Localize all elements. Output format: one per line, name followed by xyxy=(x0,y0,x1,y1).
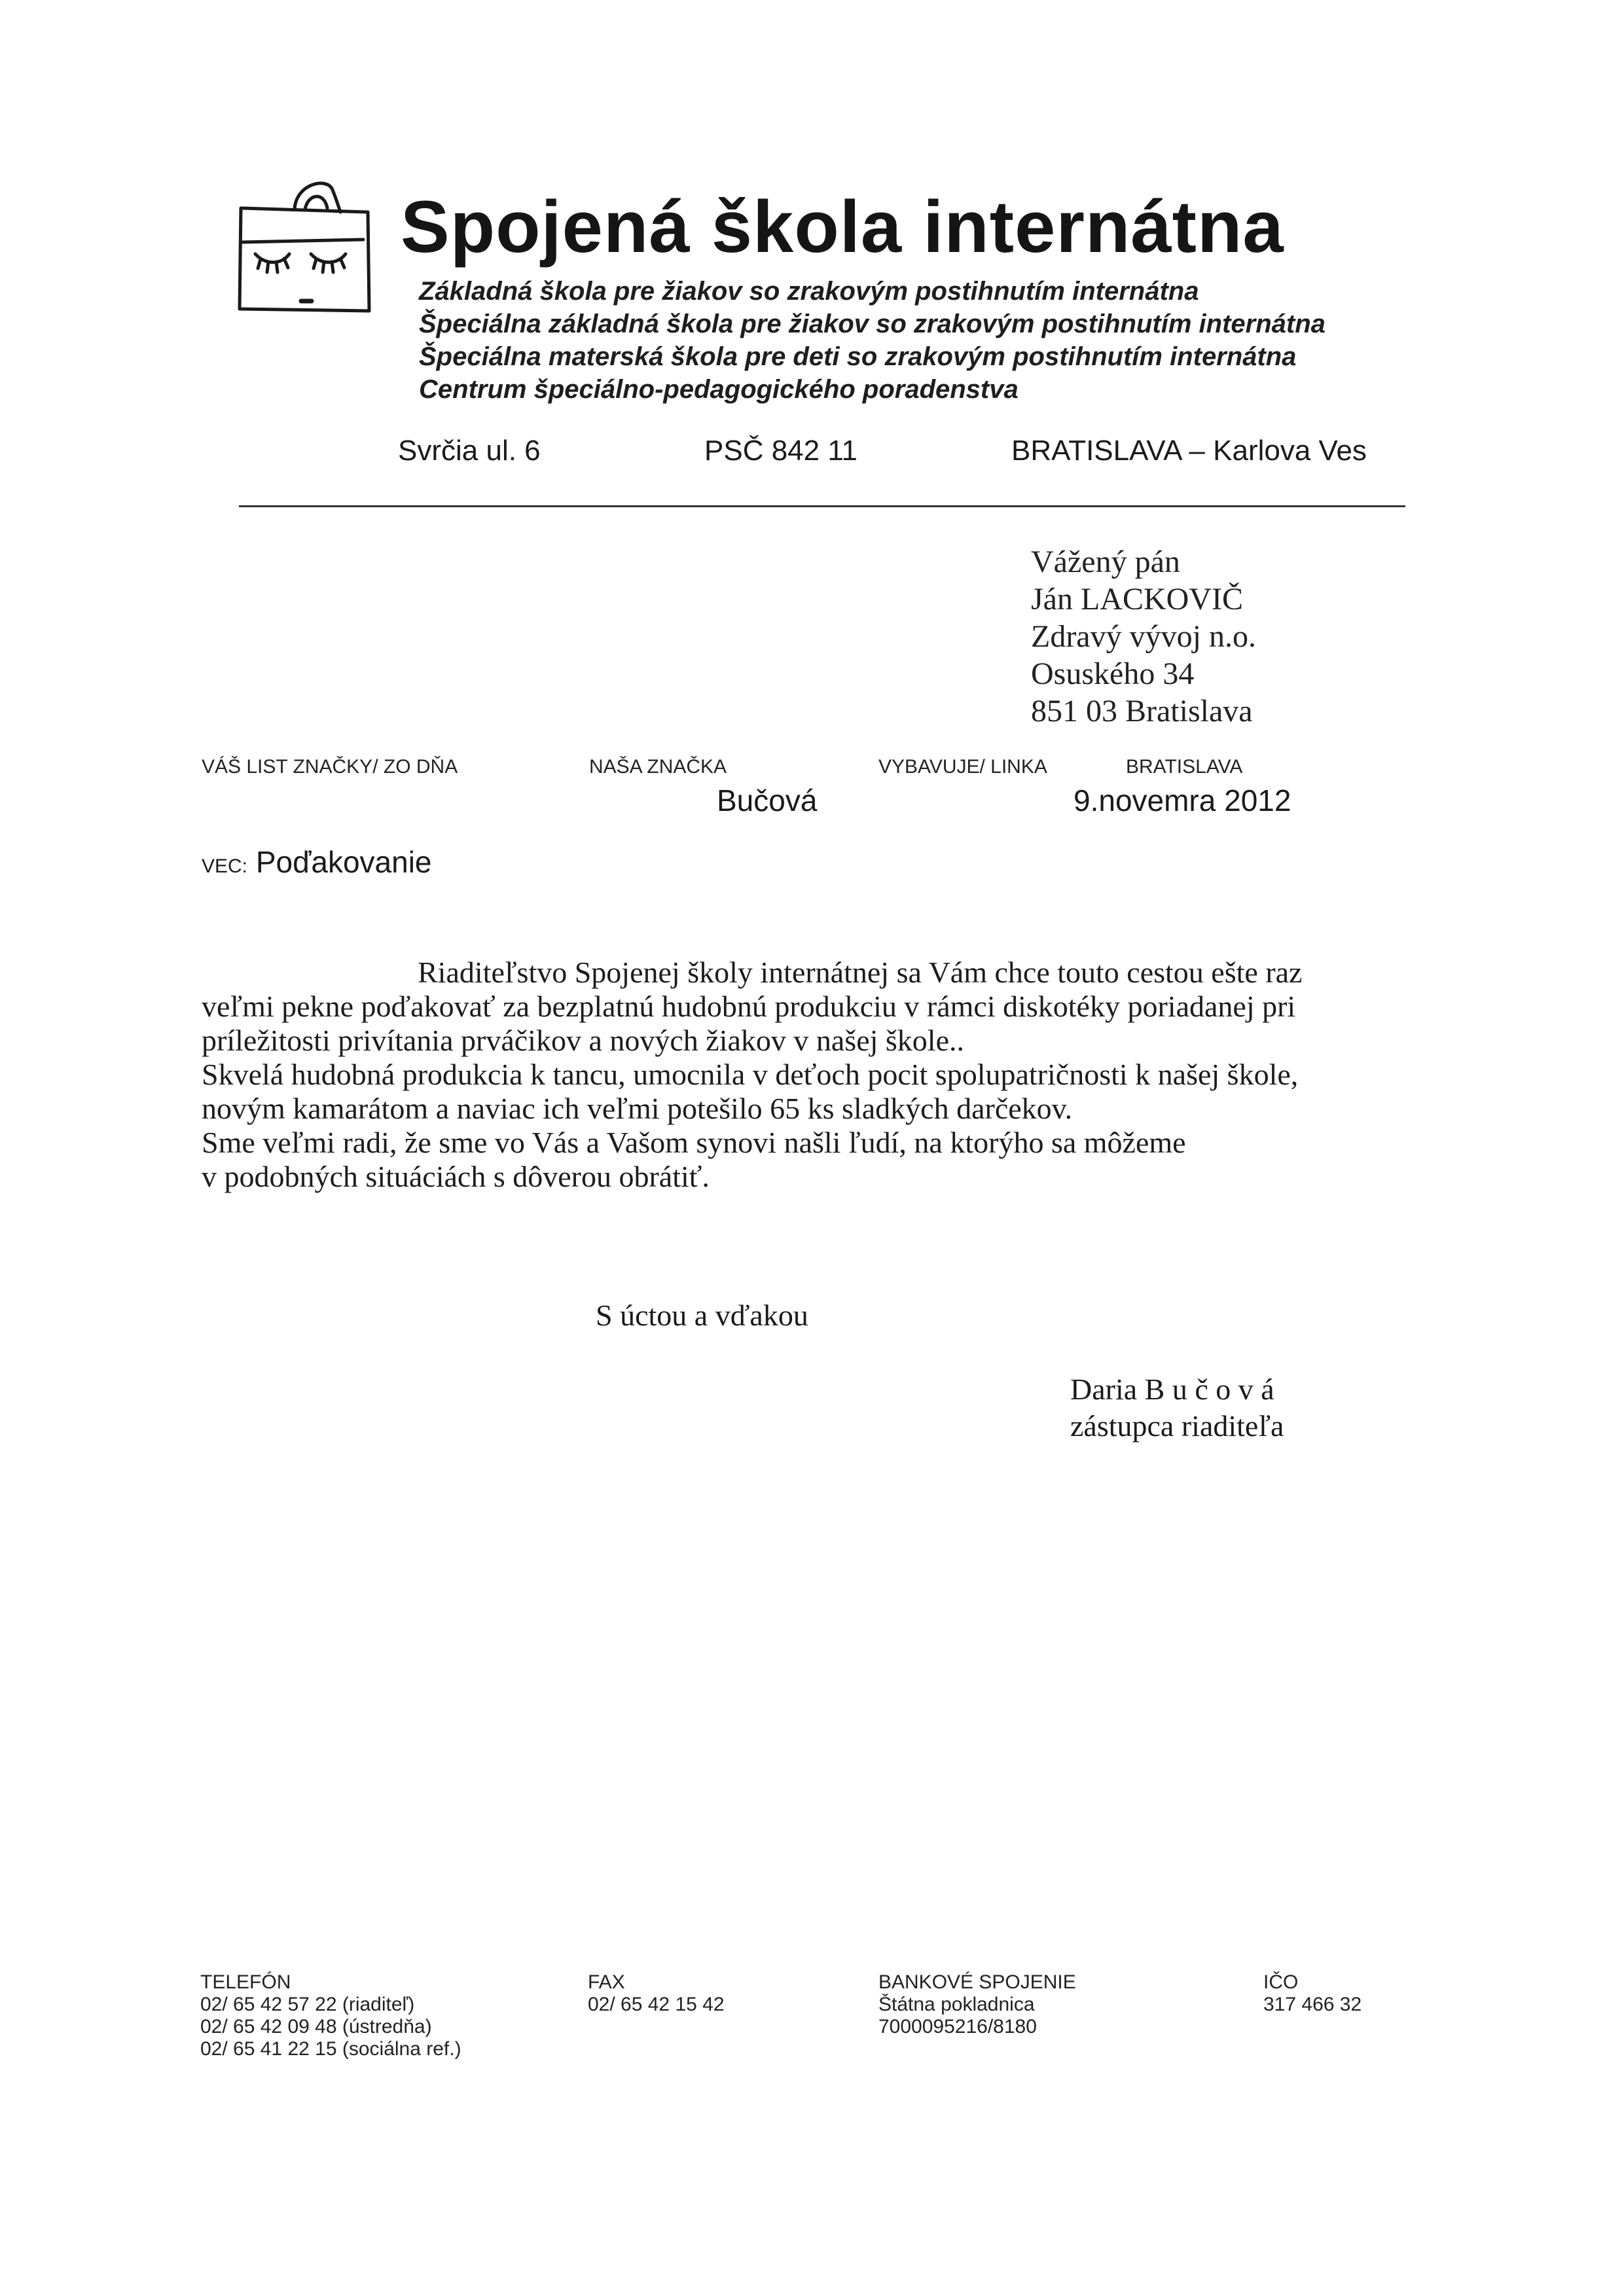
body-line: príležitosti privítania prváčikov a nových žiakov v našej škole.. xyxy=(202,1024,965,1057)
subject-value: Poďakovanie xyxy=(255,845,432,879)
recipient-line: Osuského 34 xyxy=(1031,656,1195,691)
signature-block xyxy=(1070,1371,1284,1444)
recipient-line: 851 03 Bratislava xyxy=(1031,694,1253,728)
subtitle-line: Špeciálna materská škola pre deti so zrakovým postihnutím internátna xyxy=(419,342,1297,371)
handles-label: VYBAVUJE/ LINKA xyxy=(878,756,1047,778)
signer-name: Daria B u č o v á xyxy=(1070,1372,1274,1406)
phone-number: 02/ 65 42 57 22 (riaditeľ) xyxy=(200,1994,415,2015)
letter-body xyxy=(202,956,1302,1194)
your-ref-label: VÁŠ LIST ZNAČKY/ ZO DŇA xyxy=(202,756,458,778)
fax-number: 02/ 65 42 15 42 xyxy=(588,1994,725,2015)
body-line: Riaditeľstvo Spojenej školy internátnej sa Vám chce touto cestou ešte raz xyxy=(418,956,1303,989)
ico-label: IČO xyxy=(1263,1971,1299,1993)
recipient-line: Ján LACKOVIČ xyxy=(1031,582,1243,617)
subject-label: VEC: xyxy=(202,855,248,877)
address-street: Svrčia ul. 6 xyxy=(398,435,541,467)
phone-label: TELEFÓN xyxy=(200,1971,291,1993)
phone-number: 02/ 65 42 09 48 (ústredňa) xyxy=(200,2016,432,2037)
school-name: Spojená škola internátna xyxy=(401,186,1284,268)
recipient-line: Vážený pán xyxy=(1031,545,1180,579)
our-ref-label: NAŠA ZNAČKA xyxy=(589,756,727,778)
letter-date: 9.novemra 2012 xyxy=(1074,783,1291,817)
subtitle-line: Centrum špeciálno-pedagogického poradenstva xyxy=(419,375,1019,404)
signer-title: zástupca riaditeľa xyxy=(1070,1409,1284,1443)
bank-name: Štátna pokladnica xyxy=(878,1994,1035,2015)
address-city: BRATISLAVA – Karlova Ves xyxy=(1011,435,1367,467)
body-line: Sme veľmi radi, že sme vo Vás a Vašom synovi našli ľudí, na ktorýho sa môžeme xyxy=(202,1126,1186,1159)
body-line: novým kamarátom a naviac ich veľmi potešilo 65 ks sladkých darčekov. xyxy=(202,1092,1073,1125)
footer-bank xyxy=(878,1971,1076,2038)
closing-greeting: S úctou a vďakou xyxy=(596,1299,808,1332)
footer-fax xyxy=(588,1971,725,2016)
our-ref-value: Bučová xyxy=(717,783,818,817)
header-divider xyxy=(239,505,1405,507)
recipient-address xyxy=(1031,543,1256,730)
address-postal-code: PSČ 842 11 xyxy=(704,435,858,467)
footer-ico xyxy=(1263,1971,1362,2016)
subtitle-line: Základná škola pre žiakov so zrakovým postihnutím internátna xyxy=(419,277,1199,306)
footer-phone xyxy=(200,1971,461,2060)
bank-account: 7000095216/8180 xyxy=(878,2016,1037,2037)
subtitle-line: Špeciálna základná škola pre žiakov so zrakovým postihnutím internátna xyxy=(419,310,1326,338)
body-line: v podobných situáciách s dôverou obrátiť. xyxy=(202,1160,710,1193)
ico-value: 317 466 32 xyxy=(1263,1994,1362,2015)
satchel-with-closed-eyes-icon xyxy=(229,170,386,317)
place-label: BRATISLAVA xyxy=(1126,756,1243,778)
body-line: veľmi pekne poďakovať za bezplatnú hudobnú produkciu v rámci diskotéky poriadanej pri xyxy=(202,990,1296,1023)
bank-label: BANKOVÉ SPOJENIE xyxy=(878,1971,1076,1993)
fax-label: FAX xyxy=(588,1971,625,1993)
phone-number: 02/ 65 41 22 15 (sociálna ref.) xyxy=(200,2038,461,2060)
body-line: Skvelá hudobná produkcia k tancu, umocnila v deťoch pocit spolupatričnosti k našej škole, xyxy=(202,1058,1299,1091)
subject-line xyxy=(202,844,432,880)
school-subtitles xyxy=(419,275,1326,406)
recipient-line: Zdravý vývoj n.o. xyxy=(1031,619,1256,654)
